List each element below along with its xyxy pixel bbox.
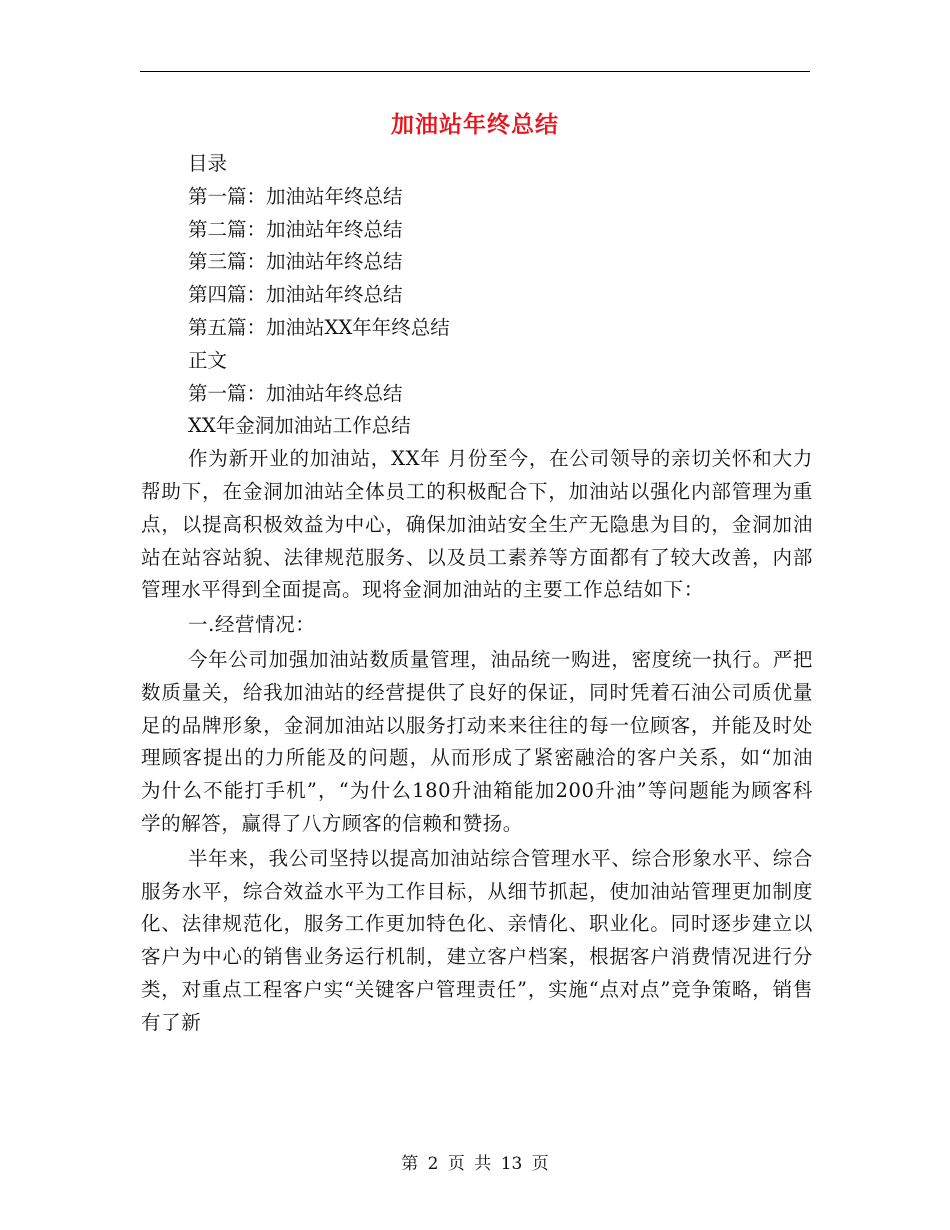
article-title: XX年金洞加油站工作总结	[188, 414, 411, 438]
page-footer: 第 2 页 共 13 页	[401, 1154, 549, 1174]
toc-heading: 目录	[188, 152, 228, 175]
paragraph-half-year: 半年来，我公司坚持以提高加油站综合管理水平、综合形象水平、综合服务水平，综合效益水平为工作目标，从细节抓起，使加油站管理更加制度化、法律规范化，服务工作更加特色化、亲情化、职业化。同时逐步建立以客户为中心的销售业务运行机制，建立客户档案，根据客户消费情况进行分类，对重点工程客户实“关键客户管理责任”，实施“点对点”竞争策略，销售有了新	[141, 846, 813, 1034]
paragraph-operations: 今年公司加强加油站数质量管理，油品统一购进，密度统一执行。严把数质量关，给我加油站的经营提供了良好的保证，同时凭着石油公司质优量足的品牌形象，金洞加油站以服务打动来来往往的每一位顾客，并能及时处理顾客提出的力所能及的问题，从而形成了紧密融洽的客户关系，如“加油为什么不能打手机”，“为什么180升油箱能加200升油”等问题能为顾客科学的解答，赢得了八方顾客的信赖和赞扬。	[141, 647, 813, 835]
section-title: 第一篇：加油站年终总结	[188, 381, 403, 405]
body-heading: 正文	[188, 348, 228, 372]
toc-item: 第一篇：加油站年终总结	[188, 184, 403, 208]
document-title: 加油站年终总结	[391, 111, 559, 138]
paragraph-intro: 作为新开业的加油站，XX年 月份至今，在公司领导的亲切关怀和大力帮助下，在金洞加油站全体员工的积极配合下，加油站以强化内部管理为重点，以提高积极效益为中心，确保加油站安全生产无隐患为目的，金洞加油站在站容站貌、法律规范服务、以及员工素养等方面都有了较大改善，内部管理水平得到全面提高。现将金洞加油站的主要工作总结如下：	[141, 447, 813, 602]
toc-item: 第五篇：加油站XX年年终总结	[188, 315, 450, 339]
paragraph-subheading: 一.经营情况：	[188, 613, 316, 637]
toc-item: 第四篇：加油站年终总结	[188, 283, 403, 307]
toc-item: 第二篇：加油站年终总结	[188, 217, 403, 241]
header-rule	[140, 71, 810, 72]
document-body	[141, 148, 813, 1040]
toc-item: 第三篇：加油站年终总结	[188, 250, 403, 274]
